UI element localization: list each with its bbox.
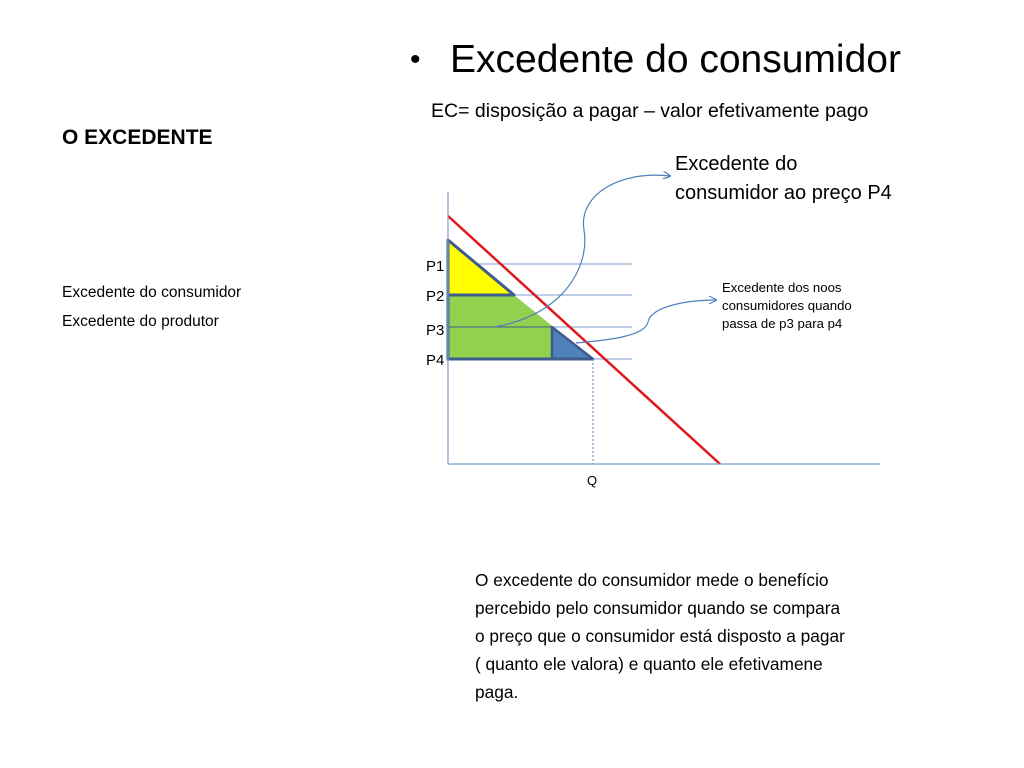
explanation-line: o preço que o consumidor está disposto a pagar [475,626,845,646]
callout-top-line: Excedente do [675,153,798,175]
slide-title: O EXCEDENTE [62,126,213,149]
callout-new-consumers [722,279,852,333]
explanation-line: percebido pelo consumidor quando se compara [475,598,841,618]
callout-top-line: consumidor ao preço P4 [675,182,892,204]
explanation-line: paga. [475,682,519,702]
explanation-line: O excedente do consumidor mede o benefício [475,570,829,590]
price-label-p4: P4 [426,352,445,369]
arrow-callout-small [576,300,716,343]
quantity-label: Q [587,473,598,488]
price-label-p2: P2 [426,288,445,305]
sidebar-item-consumer-surplus: Excedente do consumidor [62,284,242,301]
sidebar-item-producer-surplus: Excedente do produtor [62,313,219,330]
heading: Excedente do consumidor [450,38,901,81]
callout-consumer-surplus-p4 [675,150,892,208]
price-label-p1: P1 [426,258,445,275]
explanation-line: ( quanto ele valora) e quanto ele efetivamene [475,654,823,674]
price-label-p3: P3 [426,322,445,339]
bullet-icon: • [410,43,421,76]
callout-small-line: consumidores quando [722,298,852,313]
callout-small-line: Excedente dos noos [722,280,842,295]
formula: EC= disposição a pagar – valor efetivamente pago [431,100,869,122]
explanation-paragraph [475,566,945,706]
callout-small-line: passa de p3 para p4 [722,316,843,331]
